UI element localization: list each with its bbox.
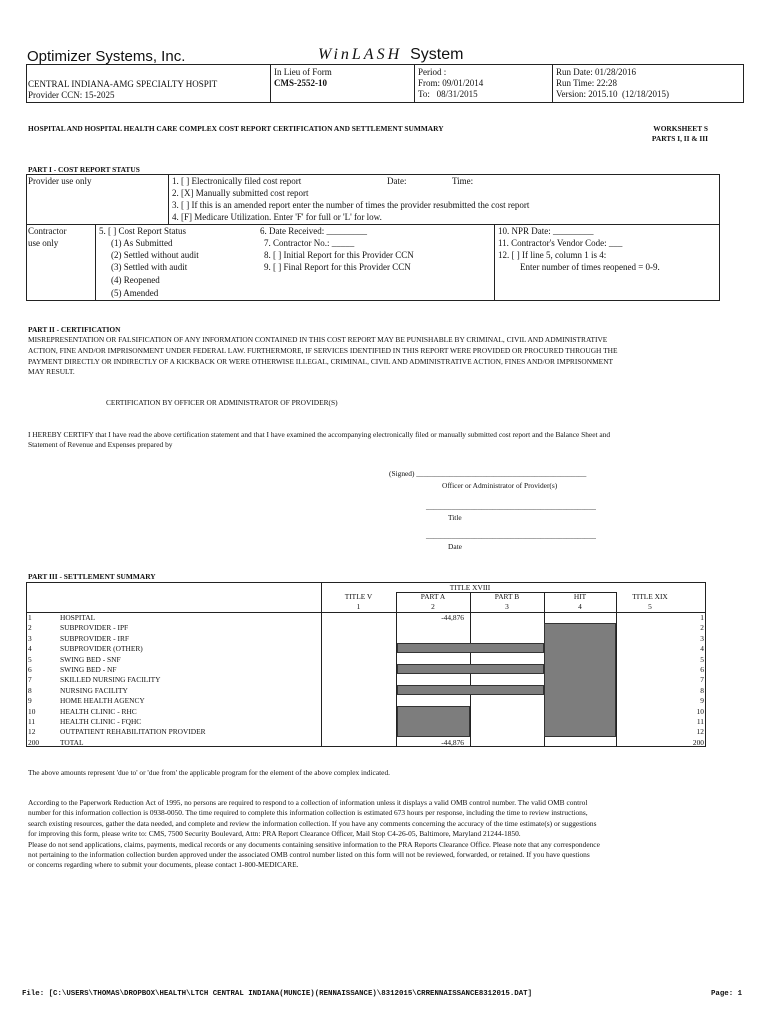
shaded-row-4 — [397, 643, 544, 653]
lieu-label: In Lieu of Form — [274, 67, 332, 77]
row-number: 200 — [28, 737, 40, 747]
col-num-1: 1 — [356, 602, 361, 611]
status-settled-without-audit: (2) Settled without audit — [111, 250, 199, 260]
col-head-part-b: PART B — [494, 592, 520, 601]
paperwork-line-2: number for this information collection is 0938-0050. The time required to complete this information collection is estimated 673 hours per response, including the time to review instructions, — [28, 808, 588, 817]
row-number: 1 — [28, 613, 32, 622]
final-report: 9. [ ] Final Report for this Provider CCN — [264, 262, 411, 272]
title-xviii-header: TITLE XVIII — [449, 583, 491, 592]
shaded-row-8 — [397, 685, 544, 695]
col-num-2: 2 — [431, 602, 435, 611]
row-label: OUTPATIENT REHABILITATION PROVIDER — [60, 727, 206, 737]
row-label: HEALTH CLINIC - FQHC — [60, 717, 142, 726]
page-number: Page: 1 — [711, 990, 743, 998]
row-number-right: 8 — [700, 685, 704, 695]
row-number-right: 2 — [700, 623, 704, 633]
certify-line-2: Statement of Revenue and Expenses prepared by — [28, 440, 173, 449]
status-line-1: 1. [ ] Electronically filed cost report — [172, 176, 302, 186]
col-head-part-a: PART A — [420, 592, 446, 601]
status-reopened: (4) Reopened — [111, 275, 160, 285]
row-label: HOSPITAL — [60, 613, 96, 622]
row-number: 6 — [28, 665, 32, 674]
row-number: 10 — [28, 706, 36, 716]
contractor-no: 7. Contractor No.: _____ — [264, 238, 355, 248]
row-label: SWING BED - SNF — [60, 654, 121, 664]
file-path: File: [C:\USERS\THOMAS\DROPBOX\HEALTH\LTCH CENTRAL INDIANA(MUNCIE)(RENNAISSANCE)\8312015\CRRENNAISSANCE8312015.DAT] — [22, 990, 533, 998]
row-number: 2 — [28, 623, 32, 633]
row-number: 3 — [28, 633, 32, 643]
row-number-right: 10 — [696, 706, 704, 716]
row-label: HEALTH CLINIC - RHC — [60, 706, 137, 716]
row-number: 7 — [28, 675, 32, 685]
row-number: 8 — [28, 685, 32, 695]
date-line[interactable]: ______________________________________________ — [426, 531, 596, 540]
part1-title: PART I - COST REPORT STATUS — [28, 165, 140, 174]
certify-line-1: I HEREBY CERTIFY that I have read the above certification statement and that I have examined the accompanying electronically filed or manually submitted cost report and the Balance Sheet and — [28, 430, 611, 439]
signature-line[interactable]: (Signed) ______________________________________________ — [389, 469, 587, 478]
status-settled-with-audit: (3) Settled with audit — [111, 262, 188, 272]
date-received: 6. Date Received: _________ — [260, 226, 367, 236]
row-part-a-value: -44,876 — [441, 613, 464, 622]
row-number-right: 11 — [696, 717, 704, 726]
report-title: HOSPITAL AND HOSPITAL HEALTH CARE COMPLEX COST REPORT CERTIFICATION AND SETTLEMENT SUMMARY — [28, 124, 444, 133]
paperwork-line-4: for improving this form, please write to: CMS, 7500 Security Boulevard, Attn: PRA Report Clearance Officer, Mail Stop C4-26-05, Baltimore, Maryland 21244-1850. — [28, 829, 521, 838]
provider-ccn: Provider CCN: 15-2025 — [28, 90, 115, 100]
col-num-3: 3 — [505, 602, 509, 611]
row-label: NURSING FACILITY — [60, 685, 128, 695]
part2-title: PART II - CERTIFICATION — [28, 325, 121, 334]
warning-line-2: ACTION, FINE AND/OR IMPRISONMENT UNDER FEDERAL LAW. FURTHERMORE, IF SERVICES IDENTIFIED IN THIS REPORT WERE PROVIDED OR PROCURED THROUGH THE — [28, 346, 618, 355]
row-number-right: 9 — [700, 696, 704, 706]
paperwork-line-3: search existing resources, gather the data needed, and complete and review the information collection. If you have any comments concerning the accuracy of the time estimate(s) or suggestions — [28, 819, 597, 828]
row-number-right: 7 — [700, 675, 704, 685]
date-sign-label: Date — [448, 542, 462, 551]
row-number-right: 12 — [696, 727, 704, 737]
app-title — [318, 46, 463, 64]
row-number-right: 200 — [692, 737, 704, 747]
lieu-form: CMS-2552-10 — [274, 78, 327, 88]
row-label: SUBPROVIDER (OTHER) — [60, 644, 143, 654]
period-to: To: 08/31/2015 — [418, 89, 478, 99]
settlement-note: The above amounts represent 'due to' or 'due from' the applicable program for the element of the above complex indicated. — [28, 768, 390, 777]
worksheet-label: WORKSHEET S — [653, 124, 708, 133]
col-head-title-xix: TITLE XIX — [632, 592, 668, 601]
version: Version: 2015.10 (12/18/2015) — [556, 89, 669, 99]
vendor-code: 11. Contractor's Vendor Code: ___ — [498, 238, 623, 248]
status-line-2: 2. [X] Manually submitted cost report — [172, 188, 309, 198]
paperwork-line-6: not pertaining to the information collection burden approved under the associated OMB control number listed on this form will not be reviewed, forwarded, or retained. If you have questions — [28, 850, 590, 859]
row-number-right: 4 — [700, 644, 704, 654]
row-label: SKILLED NURSING FACILITY — [60, 675, 161, 685]
row-number-right: 3 — [700, 633, 704, 643]
line-12: 12. [ ] If line 5, column 1 is 4: — [498, 250, 607, 260]
warning-line-4: MAY RESULT. — [28, 367, 75, 376]
paperwork-line-5: Please do not send applications, claims, payments, medical records or any documents containing sensitive information to the PRA Reports Clearance Office. Please note that any correspondence — [28, 840, 600, 849]
status-line-4: 4. [F] Medicare Utilization. Enter 'F' for full or 'L' for low. — [172, 212, 382, 222]
provider-use-only: Provider use only — [28, 176, 92, 186]
initial-report: 8. [ ] Initial Report for this Provider CCN — [264, 250, 414, 260]
app-suffix: System — [410, 46, 464, 63]
title-label: Title — [448, 513, 462, 522]
parts-label: PARTS I, II & III — [651, 134, 708, 143]
paperwork-line-1: According to the Paperwork Reduction Act of 1995, no persons are required to respond to a collection of information unless it displays a valid OMB control number. The valid OMB control — [28, 798, 588, 807]
row-number-right: 1 — [700, 613, 704, 622]
app-name: WinLASH — [318, 46, 403, 63]
contractor-label: Contractor — [28, 226, 67, 236]
warning-line-1: MISREPRESENTATION OR FALSIFICATION OF ANY INFORMATION CONTAINED IN THIS COST REPORT MAY BE PUNISHABLE BY CRIMINAL, CIVIL AND ADMINISTRATIVE — [28, 335, 608, 344]
row-label: SUBPROVIDER - IPF — [60, 623, 129, 633]
row-label: TOTAL — [60, 737, 84, 747]
status-amended: (5) Amended — [111, 288, 159, 298]
row-number: 11 — [28, 717, 36, 726]
npr-date: 10. NPR Date: _________ — [498, 226, 594, 236]
part3-title: PART III - SETTLEMENT SUMMARY — [28, 572, 156, 581]
officer-label: Officer or Administrator of Provider(s) — [442, 481, 558, 490]
col-num-4: 4 — [578, 602, 582, 611]
reopened-times: Enter number of times reopened = 0-9. — [520, 262, 660, 272]
col-head-title-v: TITLE V — [344, 592, 373, 601]
period-from: From: 09/01/2014 — [418, 78, 484, 88]
cert-heading: CERTIFICATION BY OFFICER OR ADMINISTRATOR OF PROVIDER(S) — [106, 398, 338, 407]
company-name: Optimizer Systems, Inc. — [27, 48, 186, 65]
col-num-5: 5 — [648, 602, 652, 611]
status-as-submitted: (1) As Submitted — [111, 238, 173, 248]
run-date: Run Date: 01/28/2016 — [556, 67, 636, 77]
period-label: Period : — [418, 67, 447, 77]
time-label: Time: — [452, 176, 474, 186]
shaded-hit-column — [544, 623, 616, 737]
title-line[interactable]: ______________________________________________ — [426, 502, 596, 511]
shaded-row-6 — [397, 664, 544, 674]
cost-report-status: 5. [ ] Cost Report Status — [99, 226, 186, 236]
row-number-right: 5 — [700, 654, 704, 664]
col-head-hit: HIT — [573, 592, 587, 601]
status-line-3: 3. [ ] If this is an amended report enter the number of times the provider resubmitted the cost report — [172, 200, 530, 210]
contractor-use-only: use only — [28, 238, 59, 248]
row-label: SUBPROVIDER - IRF — [60, 633, 129, 643]
row-number: 4 — [28, 644, 32, 654]
date-label: Date: — [387, 176, 407, 186]
row-part-a-value: -44,876 — [441, 737, 464, 747]
row-number: 12 — [28, 727, 36, 737]
row-label: SWING BED - NF — [60, 665, 117, 674]
warning-line-3: PAYMENT DIRECTLY OR INDIRECTLY OF A KICKBACK OR WERE OTHERWISE ILLEGAL, CRIMINAL, CIVIL AND ADMINISTRATIVE ACTION, FINES AND/OR IMPRISONMENT — [28, 357, 614, 366]
shaded-rows-10-12 — [397, 706, 470, 737]
row-number: 9 — [28, 696, 32, 706]
row-number-right: 6 — [700, 665, 704, 674]
row-number: 5 — [28, 654, 32, 664]
hospital-name: CENTRAL INDIANA-AMG SPECIALTY HOSPIT — [28, 79, 218, 89]
paperwork-line-7: or concerns regarding where to submit your documents, please contact 1-800-MEDICARE. — [28, 860, 299, 869]
run-time: Run Time: 22:28 — [556, 78, 618, 88]
row-label: HOME HEALTH AGENCY — [60, 696, 145, 706]
